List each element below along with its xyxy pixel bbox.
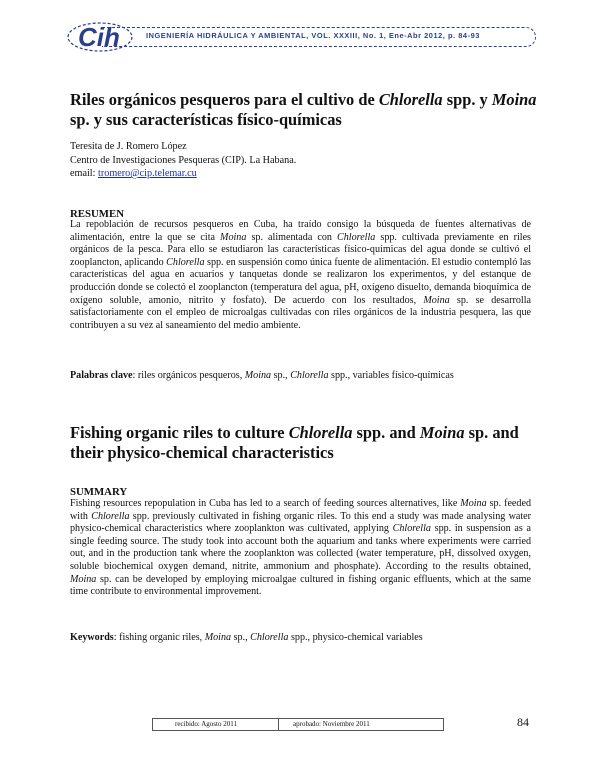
author-name: Teresita de J. Romero López (70, 141, 187, 152)
english-title: Fishing organic riles to culture Chlorella spp. and Moina sp. and their physico-chemical characteristics (70, 423, 519, 462)
author-email-line: email: tromero@cip.telemar.cu (70, 168, 197, 179)
resumen-heading: RESUMEN (70, 208, 124, 220)
journal-header (66, 18, 536, 54)
approved-date: aprobado: Noviembre 2011 (293, 720, 370, 728)
palabras-clave: Palabras clave: riles orgánicos pesqueros, Moina sp., Chlorella spp., variables físico-químicas (70, 370, 454, 381)
journal-citation: INGENIERÍA HIDRÁULICA Y AMBIENTAL, VOL. XXXIII, No. 1, Ene-Abr 2012, p. 84-93 (146, 31, 480, 40)
author-affiliation: Centro de Investigaciones Pesqueras (CIP). La Habana. (70, 154, 297, 166)
resumen-paragraph: La repoblación de recursos pesqueros en Cuba, ha traído consigo la búsqueda de fuentes alternativas de alimentación, entre la que se cita Moina sp. alimentada con Chlorella spp. cultivada previamente en riles orgánicos de la pesca. Para ello se estudiaron las características físico-químicas del agua donde se cultivó el zooplancton, aplicando Chlorella spp. en suspensión como única fuente de alimentación. El estudio contempló las características del agua en acuarios y tanquetas donde se realizaron los experimentos, y del estanque de producción donde se colectó el zooplancton (temperatura del agua, pH, oxígeno disuelto, demanda bioquímica de oxígeno soluble, amonio, nitrito y fosfato). De acuerdo con los resultados, Moina sp. se desarrolla satisfactoriamente con el empleo de microalgas cultivadas con riles orgánicos de la industria pesquera, las que contribuyen a su vez al saneamiento del medio ambiente. (70, 219, 531, 331)
svg-text:Cih: Cih (78, 22, 120, 52)
page-number: 84 (517, 715, 529, 729)
keywords: Keywords: fishing organic riles, Moina sp., Chlorella spp., physico-chemical variables (70, 632, 423, 643)
author-block (70, 140, 296, 181)
dates-box (152, 718, 444, 731)
summary-paragraph: Fishing resources repopulation in Cuba has led to a search of feeding sources alternatives, like Moina sp. feeded with Chlorella spp. previously cultivated in fishing organic riles. To this end a study was made analysing water physico-chemical characteristics where zooplankton was cultivated, applying Chlorella spp. in suspension as a single feeding source. The study took into account both the aquarium and tanks where experiments were carried out, and in the production tank where the zooplankton was collected (water temperature, pH, dissolved oxygen, soluble biochemical oxygen demand, nitrite, ammonium and phosphate). According to the results obtained, Moina sp. can be developed by employing microalgae cultured in fishing organic effluents, which at the same time contribute to environmental improvement. (70, 498, 532, 598)
spanish-title: Riles orgánicos pesqueros para el cultivo de Chlorella spp. y Moina sp. y sus características físico-químicas (70, 90, 537, 129)
dates-divider (278, 719, 279, 730)
summary-heading: SUMMARY (70, 486, 128, 498)
received-date: recibido: Agosto 2011 (175, 720, 237, 728)
email-link[interactable]: tromero@cip.telemar.cu (98, 168, 197, 179)
journal-logo (66, 20, 136, 54)
